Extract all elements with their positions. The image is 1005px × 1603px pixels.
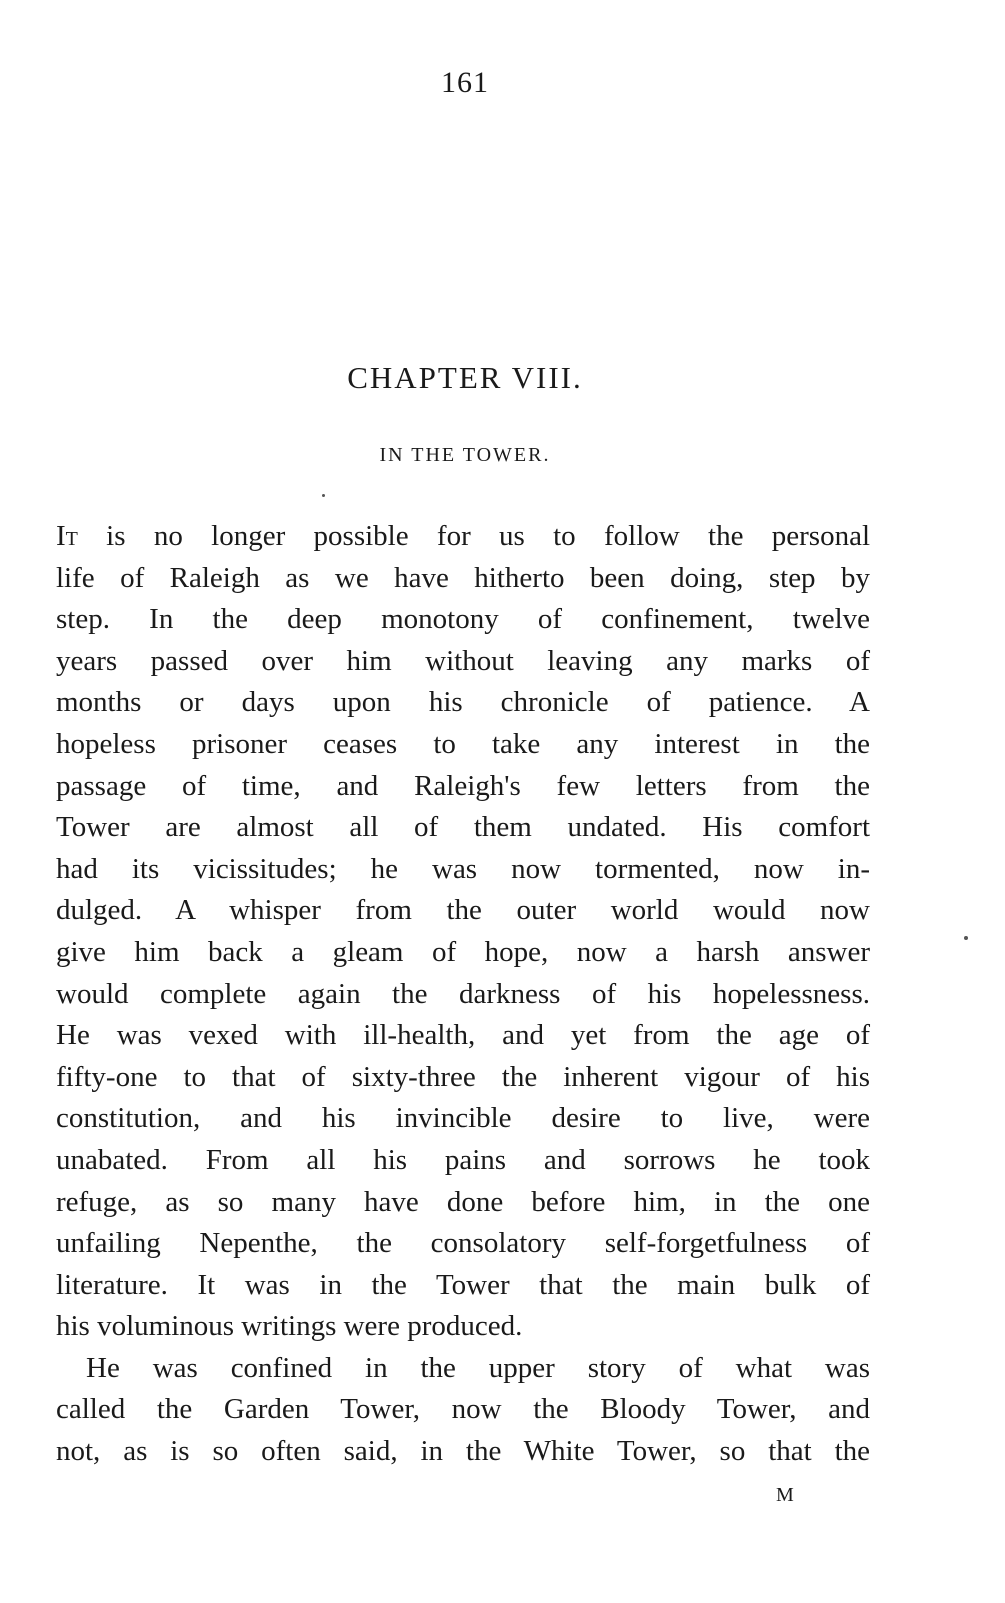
paragraph-1: [56, 516, 870, 1348]
text-line: [56, 516, 870, 558]
text-line: fifty-one to that of sixty-three the inherent vigour of his: [56, 1060, 870, 1093]
line-text: is no longer possible for us to follow the personal: [77, 520, 870, 552]
text-line: give him back a gleam of hope, now a harsh answer: [56, 935, 870, 968]
text-line: years passed over him without leaving any marks of: [56, 644, 870, 677]
text-line: unfailing Nepenthe, the consolatory self-forgetfulness of: [56, 1227, 870, 1260]
signature-mark: M: [776, 1484, 794, 1506]
paragraph-2: [56, 1348, 870, 1473]
text-line: not, as is so often said, in the White Tower, so that the: [56, 1435, 870, 1468]
text-line: refuge, as so many have done before him, in the one: [56, 1185, 870, 1218]
text-line: Tower are almost all of them undated. His comfort: [56, 811, 870, 844]
text-line: literature. It was in the Tower that the main bulk of: [56, 1268, 870, 1301]
text-line: dulged. A whisper from the outer world would now: [56, 894, 870, 927]
text-line: life of Raleigh as we have hitherto been doing, step by: [56, 561, 870, 594]
text-line: step. In the deep monotony of confinement, twelve: [56, 603, 870, 636]
page-number: 161: [441, 66, 489, 99]
chapter-title: CHAPTER VIII.: [347, 360, 583, 395]
text-line: his voluminous writings were produced.: [56, 1310, 523, 1343]
text-line: passage of time, and Raleigh's few letters from the: [56, 769, 870, 802]
text-line: He was confined in the upper story of what was: [86, 1351, 870, 1384]
text-line: He was vexed with ill-health, and yet from the age of: [56, 1019, 870, 1052]
text-line: would complete again the darkness of his hopelessness.: [56, 977, 870, 1010]
text-line: had its vicissitudes; he was now tormented, now in-: [56, 852, 870, 885]
text-line: called the Garden Tower, now the Bloody Tower, and: [56, 1393, 870, 1426]
ink-speck: [964, 936, 968, 940]
text-line: unabated. From all his pains and sorrows he took: [56, 1143, 870, 1176]
chapter-subtitle: IN THE TOWER.: [379, 444, 551, 466]
text-line: constitution, and his invincible desire to live, were: [56, 1102, 870, 1135]
small-caps-lead: It: [56, 520, 78, 552]
body-text: [56, 516, 870, 1473]
text-line: hopeless prisoner ceases to take any interest in the: [56, 727, 870, 760]
ink-speck: [322, 494, 325, 497]
text-line: months or days upon his chronicle of patience. A: [56, 686, 870, 719]
